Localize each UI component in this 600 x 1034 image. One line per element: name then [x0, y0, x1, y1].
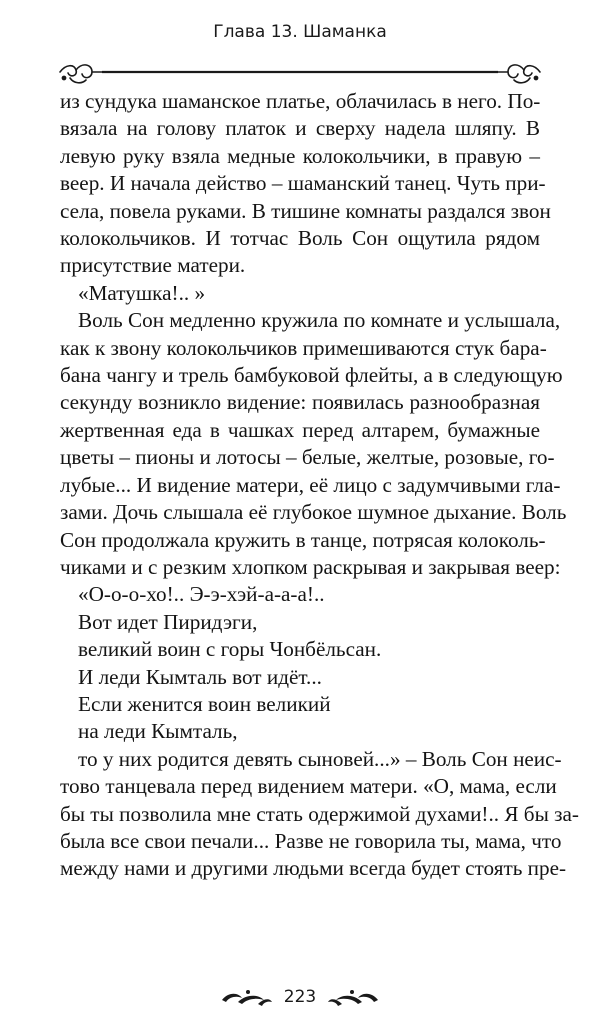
- text-line: Воль Сон медленно кружила по комнате и услышала,: [78, 308, 561, 333]
- verse-line: «О-о-о-хо!.. Э-э-хэй-а-а-а!..: [78, 582, 325, 607]
- verse-line: великий воин с горы Чонбёльсан.: [78, 637, 382, 662]
- left-fleuron-icon: [218, 984, 274, 1010]
- page-footer: [0, 980, 600, 1014]
- page-body-text: [60, 88, 579, 883]
- verse-line: И леди Кымталь вот идёт...: [78, 664, 322, 689]
- text-line: секунду возникло видение: появилась разнообразная: [60, 390, 540, 415]
- text-line: Сон продолжала кружить в танце, потрясая колоколь-: [60, 527, 546, 552]
- text-line: села, повела руками. В тишине комнаты раздался звон: [60, 198, 551, 223]
- verse-line: Вот идет Пиридэги,: [78, 609, 258, 634]
- left-flourish-icon: [60, 65, 102, 83]
- text-line: жертвенная еда в чашках перед алтарем, бумажные: [60, 417, 540, 442]
- text-line: бана чангу и трель бамбуковой флейты, а в следующую: [60, 363, 563, 388]
- text-line: бы ты позволила мне стать одержимой духами!.. Я бы за-: [60, 801, 579, 826]
- text-line: цветы – пионы и лотосы – белые, желтые, розовые, го-: [60, 445, 555, 470]
- text-line: левую руку взяла медные колокольчики, в правую –: [60, 143, 540, 168]
- text-line: тово танцевала перед видением матери. «О, мама, если: [60, 774, 557, 799]
- header-ornament-rule: [58, 58, 542, 86]
- running-title: Глава 13. Шаманка: [213, 22, 387, 42]
- text-line: чиками и с резким хлопком раскрывая и закрывая веер:: [60, 554, 561, 579]
- text-line: зами. Дочь слышала её глубокое шумное дыхание. Воль: [60, 500, 567, 525]
- right-flourish-icon: [498, 65, 540, 83]
- text-line: вязала на голову платок и сверху надела шляпу. В: [60, 116, 540, 141]
- right-fleuron-icon: [326, 984, 382, 1010]
- text-line: между нами и другими людьми всегда будет стоять пре-: [60, 856, 567, 881]
- page-number: 223: [283, 987, 317, 1007]
- text-line: из сундука шаманское платье, облачилась в него. По-: [60, 89, 541, 113]
- text-line: то у них родится девять сыновей...» – Воль Сон неис-: [78, 746, 562, 771]
- text-line: лубые... И видение матери, её лицо с задумчивыми гла-: [60, 472, 561, 497]
- text-line: как к звону колокольчиков примешиваются стук бара-: [60, 335, 547, 360]
- text-line: присутствие матери.: [60, 253, 246, 278]
- text-line: «Матушка!.. »: [78, 280, 206, 305]
- text-line: веер. И начала действо – шаманский танец. Чуть при-: [60, 171, 546, 196]
- text-line: колокольчиков. И тотчас Воль Сон ощутила рядом: [60, 226, 540, 251]
- verse-line: Если женится воин великий: [78, 691, 331, 716]
- text-line: была все свои печали... Разве не говорила ты, мама, что: [60, 828, 562, 853]
- verse-line: на леди Кымталь,: [78, 719, 238, 744]
